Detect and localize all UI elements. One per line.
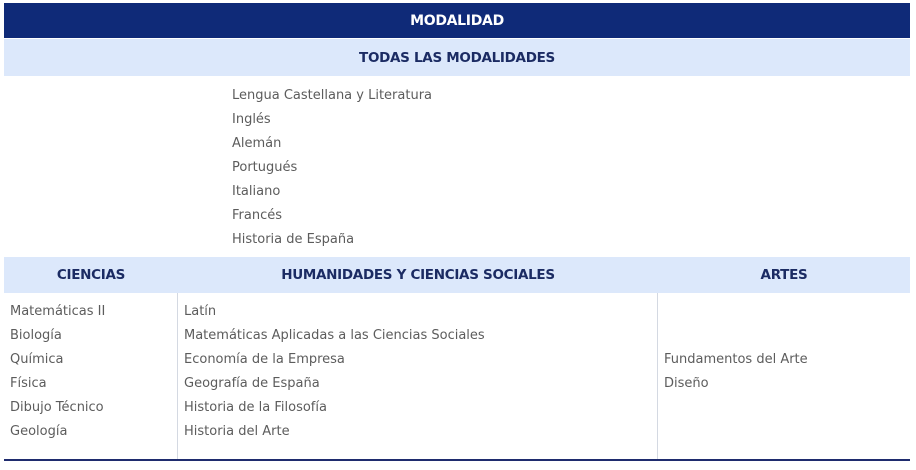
artes-subjects-list: [664, 348, 808, 396]
list-item: Alemán: [232, 136, 282, 151]
list-item: Latín: [184, 304, 217, 319]
common-subjects-list: [232, 84, 432, 252]
list-item: Economía de la Empresa: [184, 352, 345, 367]
list-item: Inglés: [232, 112, 271, 127]
modalidad-table: [4, 3, 910, 461]
list-item: Historia del Arte: [184, 424, 290, 439]
column-heading-humanidades: HUMANIDADES Y CIENCIAS SOCIALES: [281, 267, 555, 283]
ciencias-column: [4, 293, 178, 459]
column-bodies: [4, 293, 910, 459]
table-title: MODALIDAD: [4, 3, 910, 38]
humanidades-subjects-list: [184, 300, 485, 444]
ciencias-subjects-list: [10, 300, 105, 444]
list-item: Francés: [232, 208, 283, 223]
list-item: Historia de España: [232, 232, 355, 247]
list-item: Geología: [10, 424, 68, 439]
list-item: Matemáticas Aplicadas a las Ciencias Sociales: [184, 328, 485, 343]
column-heading-ciencias: CIENCIAS: [56, 267, 126, 283]
column-headers: [4, 257, 910, 293]
list-item: Diseño: [664, 376, 709, 391]
list-item: Química: [10, 352, 64, 367]
artes-column: [658, 293, 910, 459]
list-item: Geografía de España: [184, 376, 320, 391]
list-item: Italiano: [232, 184, 281, 199]
column-heading-artes: ARTES: [760, 267, 808, 283]
list-item: Dibujo Técnico: [10, 400, 104, 415]
list-item: Matemáticas II: [10, 304, 106, 319]
list-item: Portugués: [232, 160, 298, 175]
humanidades-column: [178, 293, 658, 459]
all-modalities-heading: TODAS LAS MODALIDADES: [4, 39, 910, 76]
list-item: Física: [10, 376, 47, 391]
common-subjects-section: [4, 76, 910, 257]
list-item: Biología: [10, 328, 62, 343]
list-item: Fundamentos del Arte: [664, 352, 808, 367]
list-item: Lengua Castellana y Literatura: [232, 88, 433, 103]
list-item: Historia de la Filosofía: [184, 400, 327, 415]
